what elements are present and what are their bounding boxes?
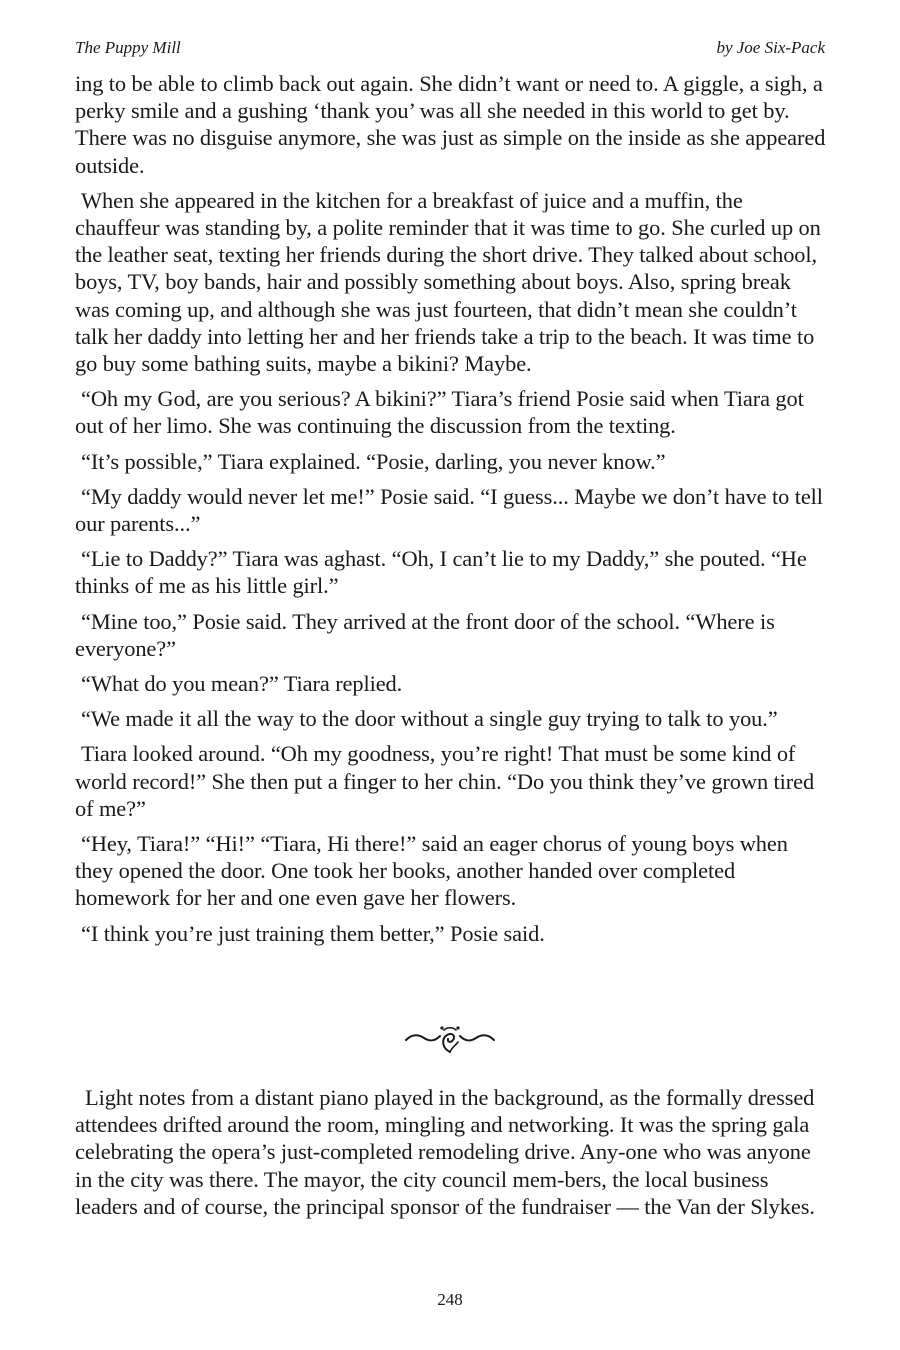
paragraph: When she appeared in the kitchen for a breakfast of juice and a muffin, the chauffeur was standing by, a polite reminder that it was time to go. She curled up on the leather seat, texting her friends during the short drive. They talked about school, boys, TV, boy bands, hair and possibly something about boys. Also, spring break was coming up, and although she was just fourteen, that didn’t mean she couldn’t talk her daddy into letting her and her friends take a trip to the beach. It was time to go buy some bathing suits, maybe a bikini? Maybe. — [75, 187, 821, 377]
paragraph: Tiara looked around. “Oh my goodness, you’re right! That must be some kind of world record!” She then put a finger to her chin. “Do you think they’ve grown tired of me?” — [75, 741, 815, 821]
section-break — [0, 1018, 900, 1058]
section-body — [75, 1084, 827, 1220]
paragraph: “Oh my God, are you serious? A bikini?” Tiara’s friend Posie said when Tiara got out of her limo. She was continuing the discussion from the texting. — [75, 386, 804, 439]
book-title: The Puppy Mill — [75, 38, 181, 57]
chapter-body — [75, 70, 827, 955]
paragraph: ing to be able to climb back out again. She didn’t want or need to. A giggle, a sigh, a perky smile and a gushing ‘thank you’ was all she needed in this world to get by. There was no disguise anymore, she was just as simple on the inside as she appeared outside. — [75, 71, 826, 178]
paragraph: Light notes from a distant piano played in the background, as the formally dressed attendees drifted around the room, mingling and networking. It was the spring gala celebrating the opera’s just-completed remodeling drive. Any-one who was anyone in the city was there. The mayor, the city council mem-bers, the local business leaders and of course, the principal sponsor of the fundraiser — the Van der Slykes. — [75, 1085, 815, 1219]
author-name: by Joe Six-Pack — [716, 38, 825, 57]
paragraph: “Lie to Daddy?” Tiara was aghast. “Oh, I can’t lie to my Daddy,” she pouted. “He thinks of me as his little girl.” — [75, 546, 807, 599]
paragraph: “Hey, Tiara!” “Hi!” “Tiara, Hi there!” said an eager chorus of young boys when they opened the door. One took her books, another handed over completed homework for her and one even gave her flowers. — [75, 831, 788, 911]
paragraph: “What do you mean?” Tiara replied. — [81, 671, 403, 697]
paragraph: “Mine too,” Posie said. They arrived at the front door of the school. “Where is everyone?” — [75, 608, 775, 661]
page-number: 248 — [437, 1290, 463, 1309]
paragraph: “It’s possible,” Tiara explained. “Posie, darling, you never know.” — [81, 448, 666, 474]
paragraph: “We made it all the way to the door without a single guy trying to talk to you.” — [81, 706, 778, 732]
fleuron-ornament-icon — [402, 1021, 498, 1055]
paragraph: “I think you’re just training them better,” Posie said. — [81, 920, 545, 946]
paragraph: “My daddy would never let me!” Posie said. “I guess... Maybe we don’t have to tell our parents...” — [75, 483, 823, 537]
